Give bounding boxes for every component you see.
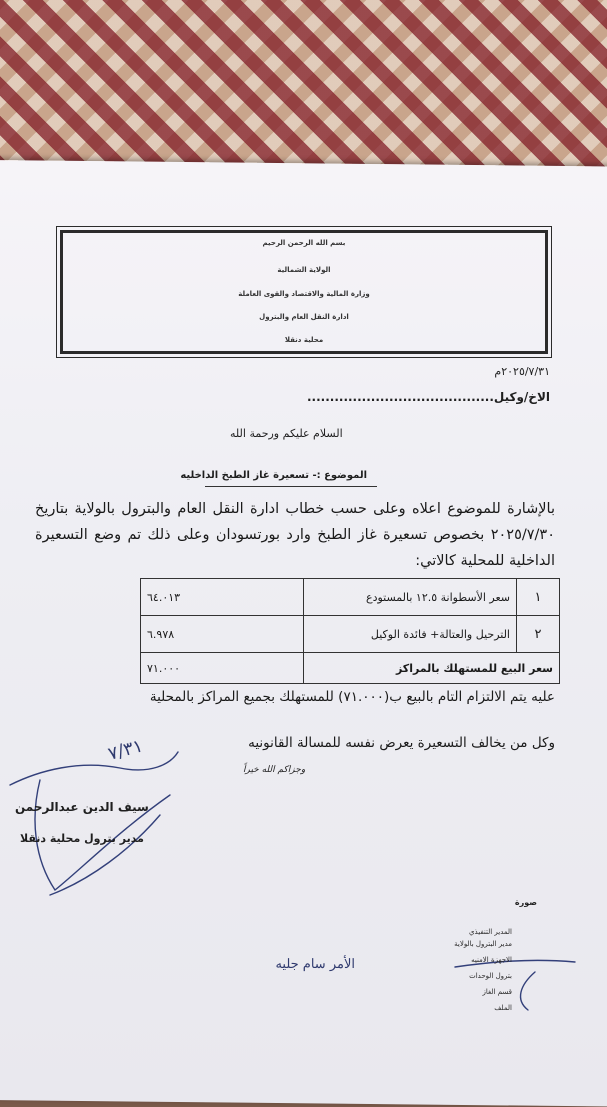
table-total-label: سعر البيع للمستهلك بالمراكز <box>304 653 560 684</box>
signature-scribble <box>50 815 160 895</box>
table-cell-item: الترحيل والعتالة+ فائدة الوكيل <box>304 616 517 653</box>
letterhead-locality: محلية دنقلا <box>284 336 324 344</box>
copy-recipient: المدير التنفيذي <box>469 928 512 936</box>
handwritten-annotation: الأمر سام جليه <box>275 957 355 972</box>
table-cell-value: ٦.٩٧٨ <box>141 616 304 653</box>
letterhead-department: ادارة النقل العام والبترول <box>259 313 349 321</box>
annotation-arrow <box>521 972 535 1010</box>
copy-recipient: قسم الغاز <box>482 988 512 996</box>
letterhead-ministry: وزارة المالية والاقتصاد والقوى العاملة <box>238 290 370 298</box>
body-paragraph-3: وكل من يخالف التسعيرة يعرض نفسه للمسالة القانونيه <box>248 735 555 751</box>
letter-recipient: الاخ/وكيل......................................... <box>306 390 550 404</box>
body-paragraph-2: عليه يتم الالتزام التام بالبيع ب(٧١.٠٠٠) للمستهلك بجميع المراكز بالمحلية <box>149 689 555 705</box>
letterhead-state: الولاية الشمالية <box>277 266 331 274</box>
copy-recipient: الملف <box>494 1004 512 1012</box>
copy-recipient: مدير البترول بالولاية <box>454 940 512 948</box>
letter-greeting: السلام عليكم ورحمة الله <box>230 427 343 440</box>
copy-recipient: الاجهزة الامنيه <box>471 956 512 964</box>
letter-date: ٢٠٢٥/٧/٣١م <box>494 365 550 378</box>
table-cell-value: ٦٤.٠١٣ <box>141 579 304 616</box>
copies-label: صورة <box>514 898 537 907</box>
copy-recipient: بترول الوحدات <box>469 972 512 980</box>
letter-closing: وجزاكم الله خيراً <box>243 765 306 775</box>
table-cell-num: ١ <box>517 579 560 616</box>
table-cell-num: ٢ <box>517 616 560 653</box>
signature-name: سيف الدين عبدالرحمن <box>15 800 149 814</box>
table-total-value: ٧١.٠٠٠ <box>141 653 304 684</box>
body-paragraph-1: بالإشارة للموضوع اعلاه وعلى حسب خطاب ادارة النقل العام والبترول بالولاية بتاريخ ٢٠٢٥/٧/٣٠ بخصوص تسعيرة غاز الطبخ وارد بورتسودان وعلى ذلك تم وضع التسعيرة الداخلية للمحلية كالاتي: <box>35 501 555 569</box>
letter-subject: الموضوع :- تسعيرة غاز الطبخ الداخليه <box>180 470 367 481</box>
table-cell-item: سعر الأسطوانة ١٢.٥ بالمستودع <box>304 579 517 616</box>
signature-title: مدير بترول محلية دنقلا <box>20 832 144 845</box>
letterhead-basmala: بسم الله الرحمن الرحيم <box>262 239 346 247</box>
handwritten-date: ٧/٣١ <box>105 735 146 765</box>
signature-scribble <box>10 752 178 785</box>
